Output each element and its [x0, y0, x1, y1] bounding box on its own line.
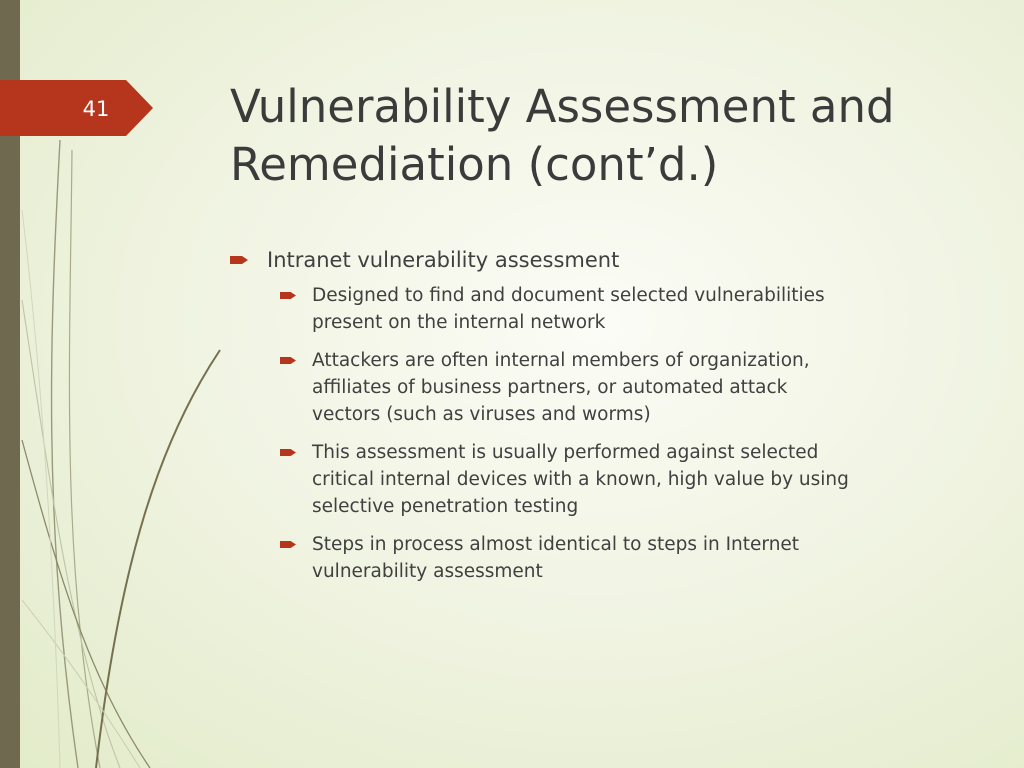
main-bullet-text: Intranet vulnerability assessment	[267, 248, 620, 272]
sub-bullet-item	[280, 439, 1000, 520]
main-bullet-item	[230, 244, 1000, 276]
sub-bullet-line: Designed to find and document selected vulnerabilities	[312, 285, 825, 306]
slide-number-tab-shape	[0, 80, 153, 136]
arrow-bullet-icon	[230, 255, 248, 265]
arrow-bullet-icon	[280, 540, 296, 549]
slide-title-line-2: Remediation (cont’d.)	[230, 138, 719, 191]
sub-bullet-item	[280, 282, 1000, 336]
slide-title-line-1: Vulnerability Assessment and	[230, 80, 895, 133]
arrow-bullet-icon	[280, 448, 296, 457]
sub-bullet-item	[280, 531, 1000, 585]
sub-bullet-line: vectors (such as viruses and worms)	[312, 404, 651, 425]
slide-content	[230, 244, 1000, 596]
arrow-bullet-icon	[280, 356, 296, 365]
slide-title	[230, 78, 1010, 194]
slide-number: 41	[82, 97, 110, 121]
arrow-bullet-icon	[280, 291, 296, 300]
sub-bullet-line: selective penetration testing	[312, 496, 579, 517]
sub-bullet-line: Steps in process almost identical to steps in Internet	[312, 534, 800, 555]
sub-bullet-line: vulnerability assessment	[312, 561, 543, 582]
sub-bullet-line: critical internal devices with a known, high value by using	[312, 469, 849, 490]
sub-bullet-line: Attackers are often internal members of organization,	[312, 350, 810, 371]
sub-bullet-line: This assessment is usually performed against selected	[312, 442, 819, 463]
sub-bullet-line: affiliates of business partners, or automated attack	[312, 377, 788, 398]
sub-bullet-item	[280, 347, 1000, 428]
sub-bullet-line: present on the internal network	[312, 312, 606, 333]
